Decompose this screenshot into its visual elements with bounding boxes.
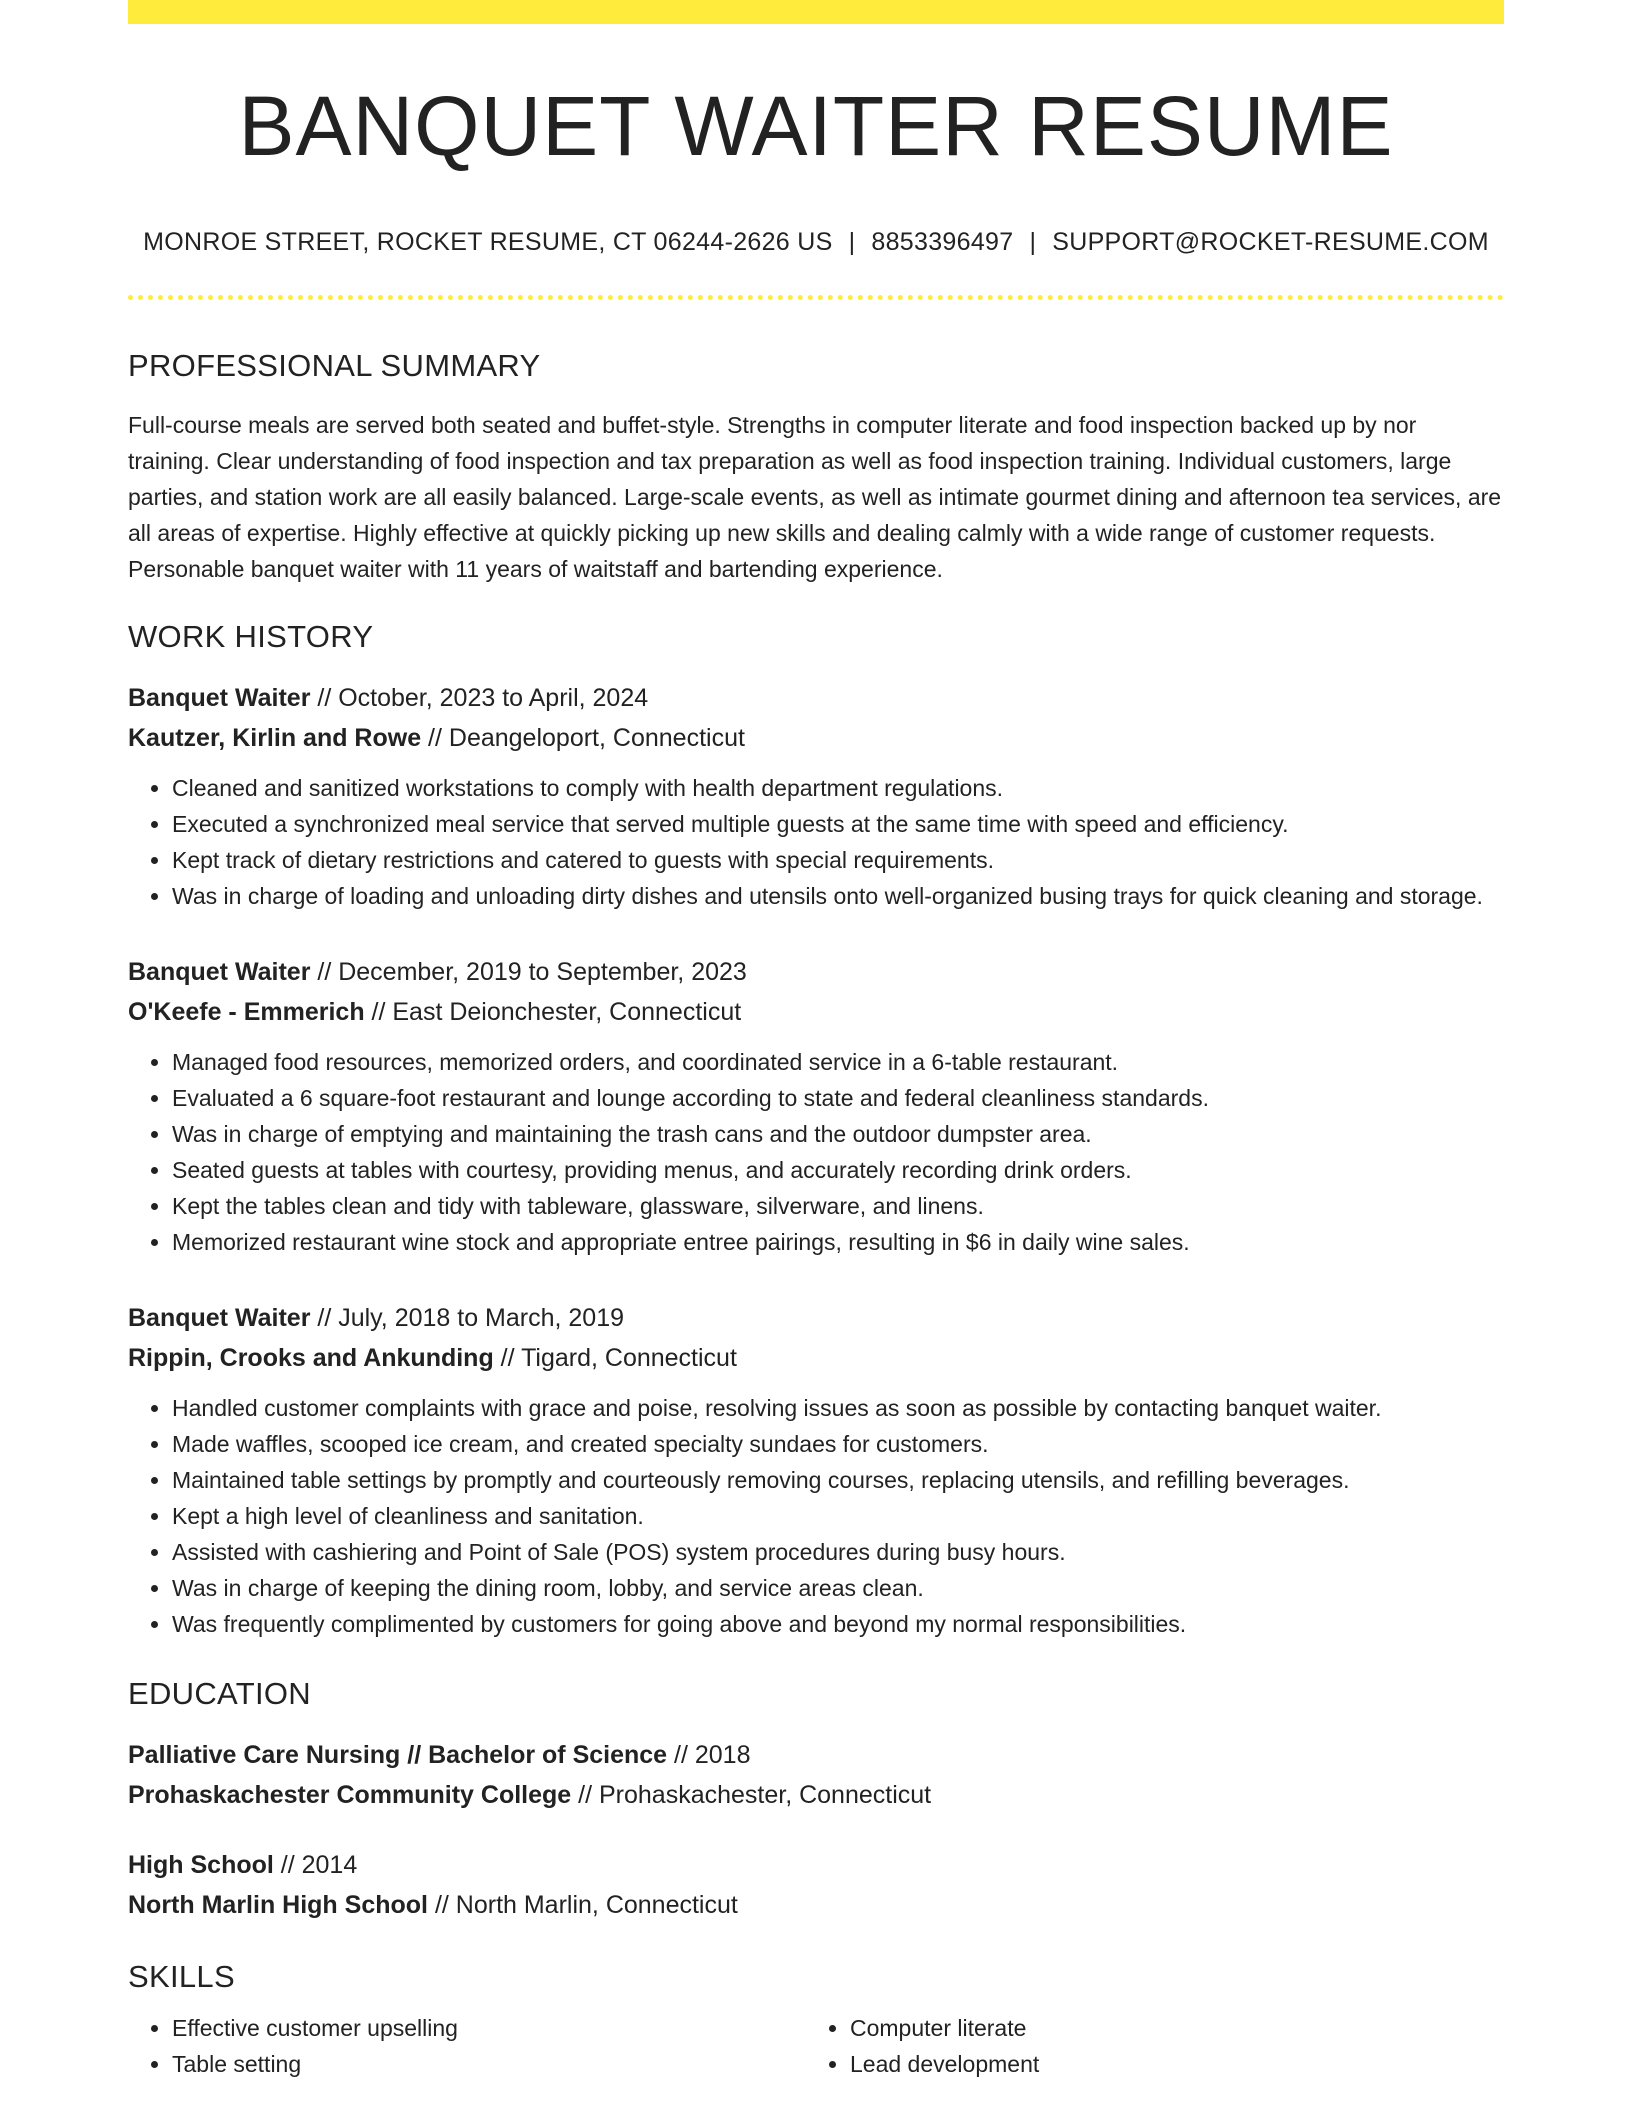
- education-year: // 2014: [273, 1851, 358, 1879]
- job-bullet: • Was in charge of emptying and maintaining the trash cans and the outdoor dumpster area.: [172, 1116, 1504, 1152]
- skills-list-right: [806, 2010, 1484, 2082]
- education-school-line: [128, 1775, 1504, 1815]
- section-title-skills: SKILLS: [128, 1959, 235, 1994]
- education-entry: [128, 1735, 1504, 1815]
- job-entry: [128, 678, 1504, 914]
- resume-page: [128, 0, 1504, 2082]
- job-dates: // October, 2023 to April, 2024: [310, 684, 649, 712]
- skill-item: • Computer literate: [850, 2010, 1484, 2046]
- job-bullet: • Was frequently complimented by customers for going above and beyond my normal responsibilities.: [172, 1606, 1504, 1642]
- job-dates: // July, 2018 to March, 2019: [310, 1304, 625, 1332]
- education-location: // North Marlin, Connecticut: [428, 1891, 738, 1919]
- job-role-line: [128, 1298, 1504, 1338]
- job-dates: // December, 2019 to September, 2023: [310, 958, 747, 986]
- section-title-education: EDUCATION: [128, 1676, 311, 1711]
- job-role-line: [128, 952, 1504, 992]
- job-bullet: • Made waffles, scooped ice cream, and created specialty sundaes for customers.: [172, 1426, 1504, 1462]
- job-location: // Tigard, Connecticut: [493, 1344, 737, 1372]
- job-location: // East Deionchester, Connecticut: [364, 998, 742, 1026]
- job-bullets: [128, 1044, 1504, 1260]
- job-bullet: • Kept track of dietary restrictions and catered to guests with special requirements.: [172, 842, 1504, 878]
- contact-line: [128, 230, 1504, 255]
- job-bullets: [128, 1390, 1504, 1642]
- education-school: Prohaskachester Community College: [128, 1781, 572, 1809]
- skills-columns: [128, 2010, 1504, 2082]
- job-bullet: • Handled customer complaints with grace and poise, resolving issues as soon as possible by contacting banquet waiter.: [172, 1390, 1504, 1426]
- education-year: // 2018: [667, 1741, 751, 1769]
- contact-separator: |: [848, 228, 856, 256]
- job-bullet: • Assisted with cashiering and Point of Sale (POS) system procedures during busy hours.: [172, 1534, 1504, 1570]
- education-degree-line: [128, 1845, 1504, 1885]
- skill-item: • Table setting: [172, 2046, 806, 2082]
- education-degree: Palliative Care Nursing // Bachelor of Science: [128, 1741, 668, 1769]
- job-company: Kautzer, Kirlin and Rowe: [128, 724, 422, 752]
- contact-phone: 8853396497: [871, 228, 1014, 256]
- job-bullets: [128, 770, 1504, 914]
- skills-list-left: [128, 2010, 806, 2082]
- resume-title: BANQUET WAITER RESUME: [238, 79, 1394, 173]
- job-role: Banquet Waiter: [128, 958, 311, 986]
- job-role-line: [128, 678, 1504, 718]
- contact-email: SUPPORT@ROCKET-RESUME.COM: [1052, 228, 1489, 256]
- job-bullet: • Maintained table settings by promptly and courteously removing courses, replacing utensils, and refilling beverages.: [172, 1462, 1504, 1498]
- job-bullet: • Kept the tables clean and tidy with tableware, glassware, silverware, and linens.: [172, 1188, 1504, 1224]
- education-degree: High School: [128, 1851, 274, 1879]
- job-bullet: • Managed food resources, memorized orders, and coordinated service in a 6-table restaurant.: [172, 1044, 1504, 1080]
- job-company-line: [128, 992, 1504, 1032]
- job-bullet: • Cleaned and sanitized workstations to comply with health department regulations.: [172, 770, 1504, 806]
- job-company: O'Keefe - Emmerich: [128, 998, 365, 1026]
- job-bullet: • Memorized restaurant wine stock and appropriate entree pairings, resulting in $6 in daily wine sales.: [172, 1224, 1504, 1260]
- contact-separator: |: [1029, 228, 1037, 256]
- skill-item: • Effective customer upselling: [172, 2010, 806, 2046]
- job-bullet: • Was in charge of loading and unloading dirty dishes and utensils onto well-organized busing trays for quick cleaning and storage.: [172, 878, 1504, 914]
- job-bullet: • Evaluated a 6 square-foot restaurant and lounge according to state and federal cleanliness standards.: [172, 1080, 1504, 1116]
- education-location: // Prohaskachester, Connecticut: [571, 1781, 932, 1809]
- job-location: // Deangeloport, Connecticut: [421, 724, 745, 752]
- education-degree-line: [128, 1735, 1504, 1775]
- education-school-line: [128, 1885, 1504, 1925]
- job-bullet: • Was in charge of keeping the dining room, lobby, and service areas clean.: [172, 1570, 1504, 1606]
- education-entry: [128, 1845, 1504, 1925]
- section-title-work-history: WORK HISTORY: [128, 619, 374, 654]
- education-school: North Marlin High School: [128, 1891, 428, 1919]
- job-company-line: [128, 718, 1504, 758]
- skill-item: • Lead development: [850, 2046, 1484, 2082]
- job-entry: [128, 952, 1504, 1260]
- job-bullet: • Seated guests at tables with courtesy, providing menus, and accurately recording drink orders.: [172, 1152, 1504, 1188]
- job-entry: [128, 1298, 1504, 1642]
- accent-top-bar: [128, 0, 1504, 24]
- job-bullet: • Executed a synchronized meal service that served multiple guests at the same time with speed and efficiency.: [172, 806, 1504, 842]
- job-role: Banquet Waiter: [128, 684, 311, 712]
- job-role: Banquet Waiter: [128, 1304, 311, 1332]
- contact-address: MONROE STREET, ROCKET RESUME, CT 06244-2626 US: [143, 228, 833, 256]
- job-bullet: • Kept a high level of cleanliness and sanitation.: [172, 1498, 1504, 1534]
- job-company: Rippin, Crooks and Ankunding: [128, 1344, 494, 1372]
- section-title-summary: PROFESSIONAL SUMMARY: [128, 348, 541, 383]
- job-company-line: [128, 1338, 1504, 1378]
- summary-text: Full-course meals are served both seated and buffet-style. Strengths in computer literate and food inspection backed up by nor training. Clear understanding of food inspection and tax preparation as well as food inspection training. Individual customers, large parties, and station work are all easily balanced. Large-scale events, as well as intimate gourmet dining and afternoon tea services, are all areas of expertise. Highly effective at quickly picking up new skills and dealing calmly with a wide range of customer requests. Personable banquet waiter with 11 years of waitstaff and bartending experience.: [128, 412, 1502, 582]
- dotted-divider: [128, 295, 1504, 300]
